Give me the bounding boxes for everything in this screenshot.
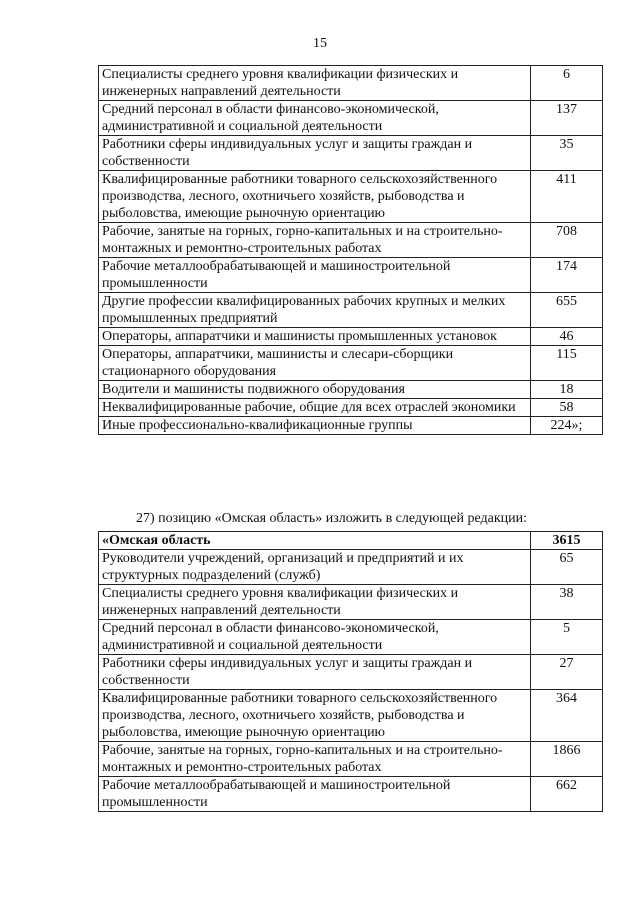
page-number: 15 — [313, 36, 327, 51]
row-label: Специалисты среднего уровня квалификации физических и инженерных направлений деятельности — [99, 66, 531, 101]
table-row — [99, 690, 603, 742]
row-label: Квалифицированные работники товарного сельскохозяйственного производства, лесного, охотничьего хозяйств, рыбоводства и рыболовства, имеющие рыночную ориентацию — [99, 171, 531, 223]
table-row — [99, 258, 603, 293]
row-label: Работники сферы индивидуальных услуг и защиты граждан и собственности — [99, 655, 531, 690]
table-row — [99, 620, 603, 655]
table-row — [99, 136, 603, 171]
row-label: Работники сферы индивидуальных услуг и защиты граждан и собственности — [99, 136, 531, 171]
row-value: 137 — [531, 101, 603, 136]
row-value: 35 — [531, 136, 603, 171]
row-value: 174 — [531, 258, 603, 293]
row-value: 46 — [531, 328, 603, 346]
row-value: 411 — [531, 171, 603, 223]
row-value: 65 — [531, 550, 603, 585]
table-row — [99, 550, 603, 585]
table-row — [99, 223, 603, 258]
row-label: Средний персонал в области финансово-экономической, административной и социальной деятельности — [99, 620, 531, 655]
row-value: 708 — [531, 223, 603, 258]
row-label: Руководители учреждений, организаций и предприятий и их структурных подразделений (служб) — [99, 550, 531, 585]
row-label: Водители и машинисты подвижного оборудования — [99, 381, 531, 399]
table-row — [99, 655, 603, 690]
table-row — [99, 585, 603, 620]
table-row — [99, 777, 603, 812]
table-row — [99, 293, 603, 328]
table-row — [99, 381, 603, 399]
occupations-table-continued — [98, 65, 603, 435]
row-label: Операторы, аппаратчики, машинисты и слесари-сборщики стационарного оборудования — [99, 346, 531, 381]
region-total: 3615 — [531, 532, 603, 550]
region-header-row — [99, 532, 603, 550]
row-label: Рабочие, занятые на горных, горно-капитальных и на строительно-монтажных и ремонтно-строительных работах — [99, 223, 531, 258]
omsk-region-table — [98, 531, 603, 812]
row-label: Рабочие металлообрабатывающей и машиностроительной промышленности — [99, 258, 531, 293]
row-value: 6 — [531, 66, 603, 101]
table-row — [99, 399, 603, 417]
row-value: 115 — [531, 346, 603, 381]
row-value: 662 — [531, 777, 603, 812]
row-label: Операторы, аппаратчики и машинисты промышленных установок — [99, 328, 531, 346]
table-row — [99, 328, 603, 346]
table-row — [99, 417, 603, 435]
row-value: 1866 — [531, 742, 603, 777]
table-row — [99, 742, 603, 777]
row-value: 58 — [531, 399, 603, 417]
row-label: Неквалифицированные рабочие, общие для всех отраслей экономики — [99, 399, 531, 417]
row-value: 27 — [531, 655, 603, 690]
row-value: 364 — [531, 690, 603, 742]
row-value: 224»; — [531, 417, 603, 435]
amendment-paragraph: 27) позицию «Омская область» изложить в следующей редакции: — [136, 511, 528, 526]
row-label: Другие профессии квалифицированных рабочих крупных и мелких промышленных предприятий — [99, 293, 531, 328]
row-label: Рабочие металлообрабатывающей и машиностроительной промышленности — [99, 777, 531, 812]
table-row — [99, 346, 603, 381]
row-value: 5 — [531, 620, 603, 655]
row-label: Иные профессионально-квалификационные группы — [99, 417, 531, 435]
row-value: 18 — [531, 381, 603, 399]
row-label: Квалифицированные работники товарного сельскохозяйственного производства, лесного, охотничьего хозяйств, рыбоводства и рыболовства, имеющие рыночную ориентацию — [99, 690, 531, 742]
table-row — [99, 171, 603, 223]
table-row — [99, 66, 603, 101]
row-label: Средний персонал в области финансово-экономической, административной и социальной деятельности — [99, 101, 531, 136]
row-label: Специалисты среднего уровня квалификации физических и инженерных направлений деятельности — [99, 585, 531, 620]
row-value: 655 — [531, 293, 603, 328]
row-label: Рабочие, занятые на горных, горно-капитальных и на строительно-монтажных и ремонтно-строительных работах — [99, 742, 531, 777]
region-name: «Омская область — [99, 532, 531, 550]
row-value: 38 — [531, 585, 603, 620]
table-row — [99, 101, 603, 136]
